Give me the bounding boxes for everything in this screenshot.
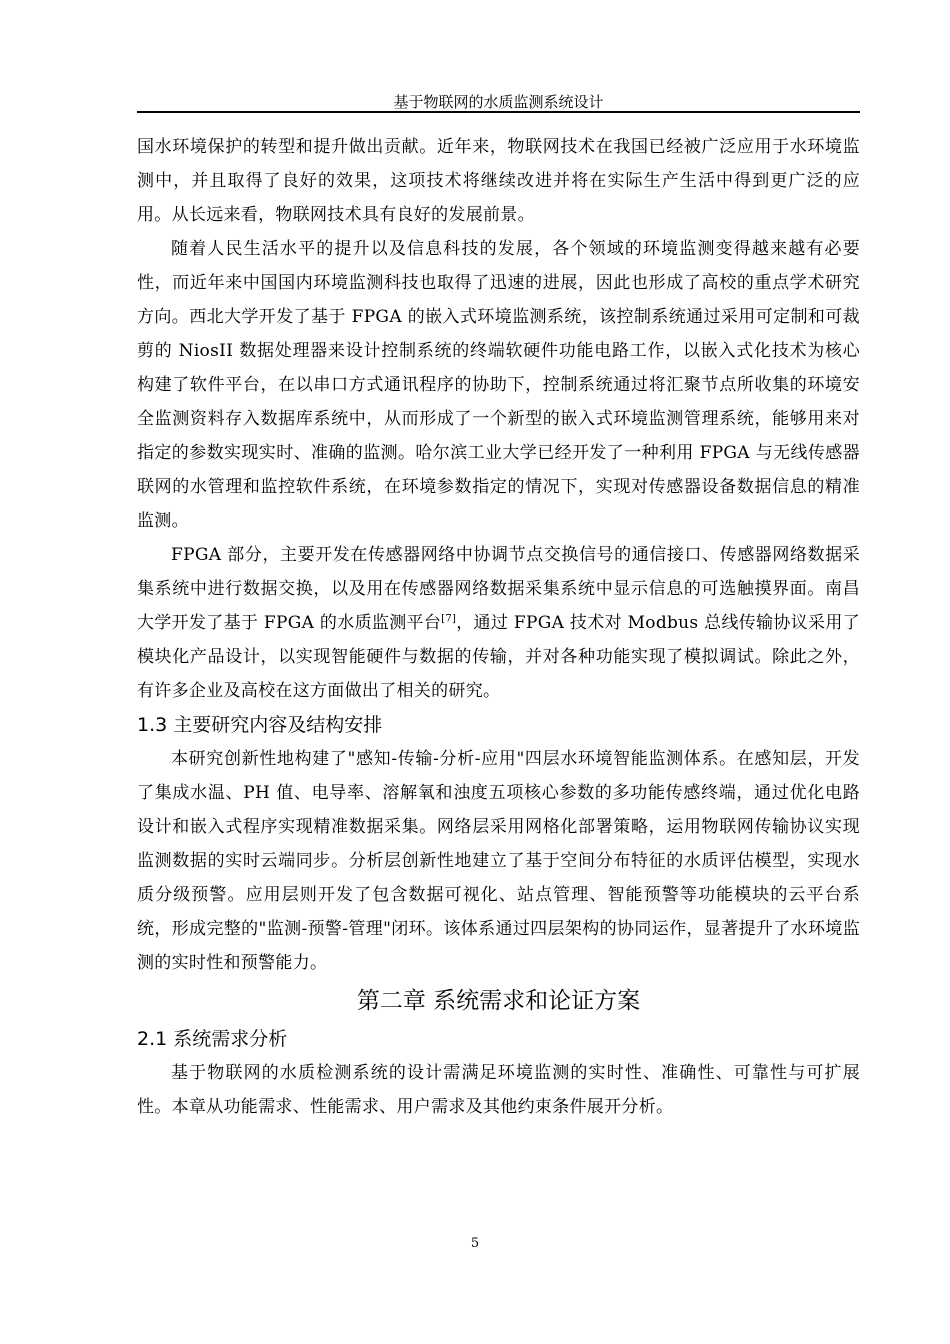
paragraph-research-content: 本研究创新性地构建了"感知-传输-分析-应用"四层水环境智能监测体系。在感知层，开发了集成水温、PH 值、电导率、溶解氧和浊度五项核心参数的多功能传感终端，通过优化电路设计和嵌入式程序实现精准数据采集。网络层采用网格化部署策略，运用物联网传输协议实现监测数据的实时云端同步。分析层创新性地建立了基于空间分布特征的水质评估模型，实现水质分级预警。应用层则开发了包含数据可视化、站点管理、智能预警等功能模块的云平台系统，形成完整的"监测-预警-管理"闭环。该体系通过四层架构的协同运作，显著提升了水环境监测的实时性和预警能力。 xyxy=(137,749,860,973)
header-rule xyxy=(137,111,860,113)
section-heading-2-1: 2.1 系统需求分析 xyxy=(137,1028,288,1050)
paragraph-fpga-text-after: ，通过 FPGA 技术对 Modbus 总线传输协议采用了模块化产品设计，以实现智能硬件与数据的传输，并对各种功能实现了模拟调试。除此之外，有许多企业及高校在这方面做出了相关的研究。 xyxy=(137,613,860,701)
paragraph-requirements: 基于物联网的水质检测系统的设计需满足环境监测的实时性、准确性、可靠性与可扩展性。本章从功能需求、性能需求、用户需求及其他约束条件展开分析。 xyxy=(137,1063,860,1117)
paragraph-fpga-text-before: FPGA 部分，主要开发在传感器网络中协调节点交换信号的通信接口、传感器网络数据采集系统中进行数据交换，以及用在传感器网络数据采集系统中显示信息的可选触摸界面。南昌大学开发了基于 FPGA 的水质监测平台 xyxy=(137,545,860,633)
citation-ref: [7] xyxy=(441,613,457,625)
page-body xyxy=(137,130,860,1124)
section-heading-1-3: 1.3 主要研究内容及结构安排 xyxy=(137,714,383,736)
chapter-heading-2: 第二章 系统需求和论证方案 xyxy=(356,988,641,1014)
paragraph-fpga xyxy=(137,538,860,708)
running-header: 基于物联网的水质监测系统设计 xyxy=(393,93,604,111)
paragraph-related-work: 随着人民生活水平的提升以及信息科技的发展，各个领域的环境监测变得越来越有必要性，而近年来中国国内环境监测科技也取得了迅速的进展，因此也形成了高校的重点学术研究方向。西北大学开发了基于 FPGA 的嵌入式环境监测系统，该控制系统通过采用可定制和可裁剪的 NiosII 数据处理器来设计控制系统的终端软硬件功能电路工作，以嵌入式化技术为核心构建了软件平台，在以串口方式通讯程序的协助下，控制系统通过将汇聚节点所收集的环境安全监测资料存入数据库系统中，从而形成了一个新型的嵌入式环境监测管理系统，能够用来对指定的参数实现实时、准确的监测。哈尔滨工业大学已经开发了一种利用 FPGA 与无线传感器联网的水管理和监控软件系统，在环境参数指定的情况下，实现对传感器设备数据信息的精准监测。 xyxy=(137,239,860,531)
paragraph-continued: 国水环境保护的转型和提升做出贡献。近年来，物联网技术在我国已经被广泛应用于水环境监测中，并且取得了良好的效果，这项技术将继续改进并将在实际生产生活中得到更广泛的应用。从长远来看，物联网技术具有良好的发展前景。 xyxy=(137,137,860,225)
page-number: 5 xyxy=(470,1236,480,1251)
